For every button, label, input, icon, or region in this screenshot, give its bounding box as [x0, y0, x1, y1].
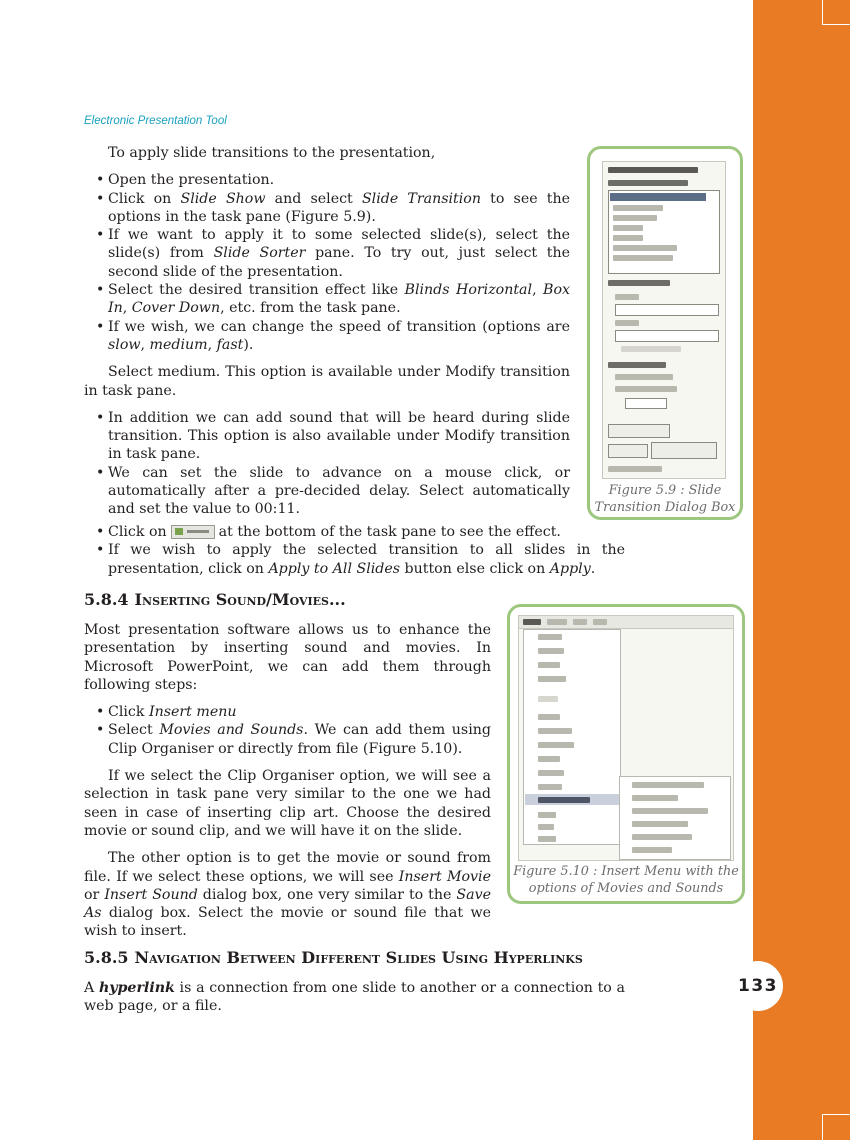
intro-paragraph: Most presentation software allows us to enhance the presentation by inserting sound and movies. In Microsoft PowerPoint, we can add them through following steps:	[84, 622, 491, 693]
crop-mark-top	[822, 0, 850, 25]
list-item: • Select Movies and Sounds. We can add them using Clip Organiser or directly from file (Figure 5.10).	[84, 721, 491, 758]
transition-steps-list	[84, 171, 570, 354]
slideshow-button	[651, 442, 717, 459]
figure-5-9-caption: Figure 5.9 : Slide Transition Dialog Box	[594, 483, 736, 515]
crop-mark-bottom	[822, 1114, 850, 1141]
intro-block	[84, 144, 570, 519]
play-button	[608, 444, 648, 458]
slide-show-button-icon	[171, 525, 215, 539]
apply-all-button	[608, 424, 670, 438]
hyperlink-paragraph: A hyperlink is a connection from one slide to another or a connection to a web page, or a file.	[84, 980, 626, 1015]
page-number: 133	[733, 961, 783, 1011]
list-item: • In addition we can add sound that will be heard during slide transition. This option is also available under Modify transition in task pane.	[84, 409, 570, 464]
running-head: Electronic Presentation Tool	[84, 115, 227, 127]
insert-steps-list	[84, 703, 491, 758]
figure-5-10-frame	[507, 604, 745, 904]
list-item: • If we wish, we can change the speed of transition (options are slow, medium, fast).	[84, 318, 570, 355]
figure-5-9-frame	[587, 146, 743, 520]
wide-bullets	[84, 523, 625, 578]
sound-select	[615, 330, 719, 342]
movies-sounds-submenu	[619, 776, 731, 860]
list-item: • Click Insert menu	[84, 703, 491, 721]
insert-menu-screenshot	[518, 615, 734, 861]
other-option-paragraph: The other option is to get the movie or sound from file. If we select these options, we will see Insert Movie or Insert Sound dialog box, one very similar to the Save As dialog box. Select the movie or sound file that we wish to insert.	[84, 850, 491, 940]
list-item: • Click on at the bottom of the task pane to see the effect.	[84, 523, 625, 541]
list-item: • We can set the slide to advance on a mouse click, or automatically after a pre-decided delay. Select automatically and set the value to 00:11.	[84, 464, 570, 519]
section-heading-5-8-5: 5.8.5 Navigation Between Different Slides Using Hyperlinks	[84, 948, 583, 967]
list-item: • Open the presentation.	[84, 171, 570, 189]
insert-menu-dropdown	[523, 629, 621, 845]
delay-field	[625, 398, 667, 409]
intro-paragraph: To apply slide transitions to the presentation,	[108, 145, 436, 161]
sound-advance-list	[84, 409, 570, 519]
hyperlink-block	[84, 979, 625, 1016]
clip-organiser-paragraph: If we select the Clip Organiser option, we will see a selection in task pane very similar to the one we had seen in case of inserting clip art. Choose the desired movie or sound clip, and we will have it on the slide.	[84, 768, 491, 839]
transition-effects-list	[608, 190, 720, 274]
list-item: • If we want to apply it to some selected slide(s), select the slide(s) from Slide Sorter pane. To try out, just select the second slide of the presentation.	[84, 226, 570, 281]
section-heading-5-8-4: 5.8.4 Inserting Sound/Movies...	[84, 590, 346, 609]
medium-paragraph: Select medium. This option is available under Modify transition in task pane.	[84, 364, 570, 399]
list-item: • Click on Slide Show and select Slide Transition to see the options in the task pane (Figure 5.9).	[84, 190, 570, 227]
list-item: • Select the desired transition effect like Blinds Horizontal, Box In, Cover Down, etc. from the task pane.	[84, 281, 570, 318]
slide-show-list	[84, 523, 625, 578]
slide-transition-screenshot	[602, 161, 726, 479]
speed-select	[615, 304, 719, 316]
insert-sound-block	[84, 621, 491, 941]
figure-5-10-caption: Figure 5.10 : Insert Menu with the options of Movies and Sounds	[513, 864, 739, 896]
list-item: • If we wish to apply the selected transition to all slides in the presentation, click on Apply to All Slides button else click on Apply.	[84, 541, 625, 578]
